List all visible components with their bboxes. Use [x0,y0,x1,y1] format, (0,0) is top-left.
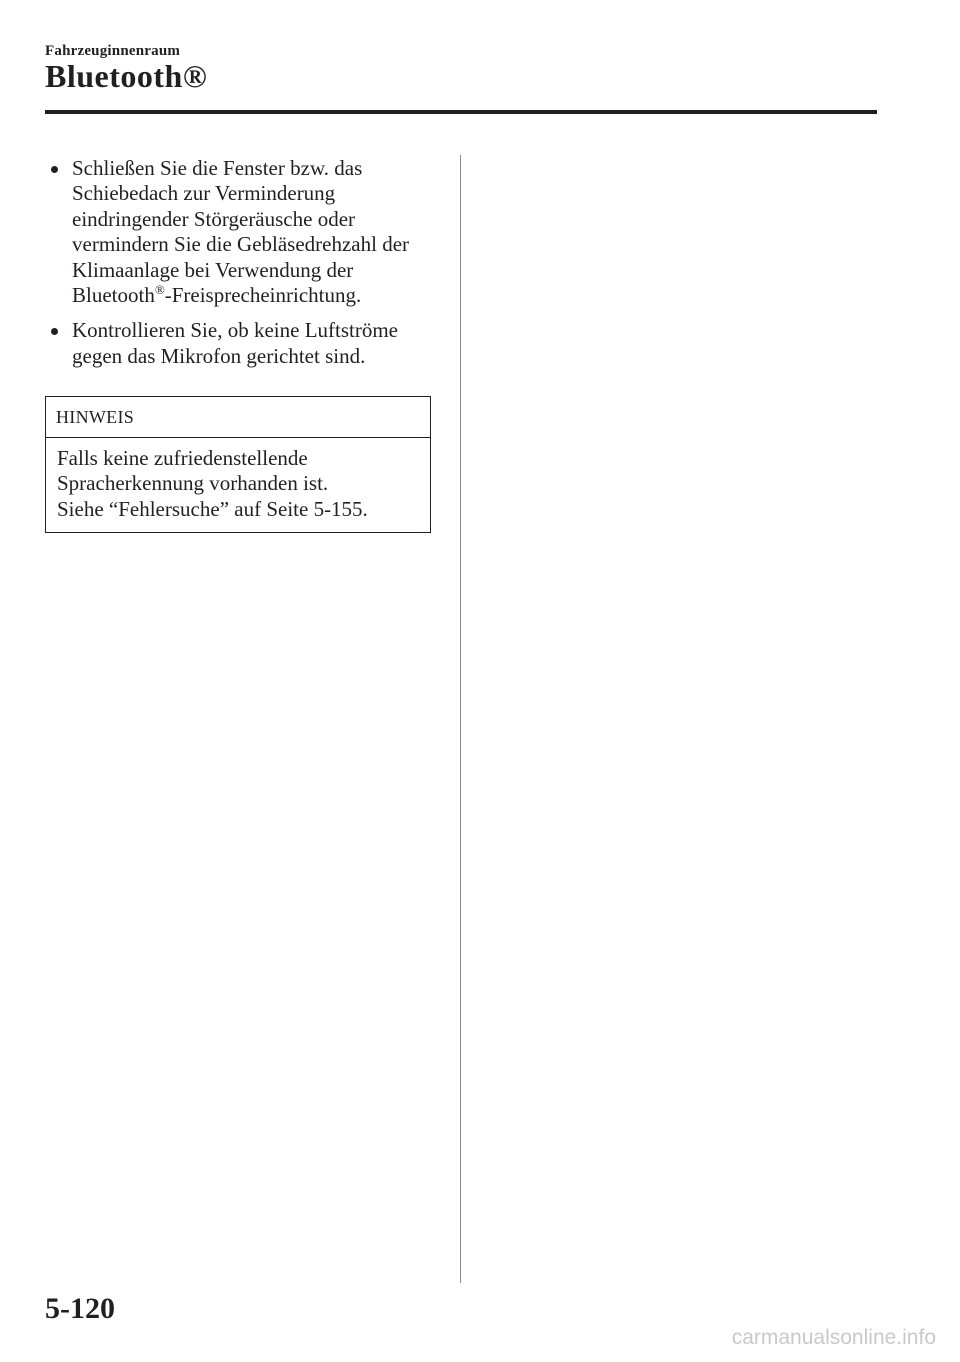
note-line: Spracherkennung vorhanden ist. [57,471,329,496]
section-label: Fahrzeuginnenraum [45,43,181,59]
bullet-list [45,156,440,379]
bullet-dot-icon [51,328,58,335]
note-heading: HINWEIS [46,397,430,438]
page-title: Bluetooth® [45,58,208,94]
registered-mark: ® [154,282,165,298]
note-box [45,396,431,533]
note-line-reference: Siehe “Fehlersuche” auf Seite 5-155. [57,496,368,521]
bullet-item [45,318,440,369]
column-divider [460,155,461,1283]
bullet-dot-icon [51,166,58,173]
bullet-item [45,156,440,308]
title-rule [45,110,877,114]
note-line: Falls keine zufriedenstellende [57,446,308,470]
watermark: carmanualsonline.info [731,1326,936,1349]
page-number: 5-120 [45,1292,115,1325]
bullet-text: Schließen Sie die Fenster bzw. das Schiebedach zur Verminderung eindringender Störgeräusche oder vermindern Sie die Gebläsedrehzahl der Klimaanlage bei Verwendung der Bluetooth [72,156,410,308]
note-body [46,438,430,522]
bullet-text-tail: -Freisprecheinrichtung. [164,283,362,308]
bullet-text: Kontrollieren Sie, ob keine Luftströme gegen das Mikrofon gerichtet sind. [72,318,399,368]
